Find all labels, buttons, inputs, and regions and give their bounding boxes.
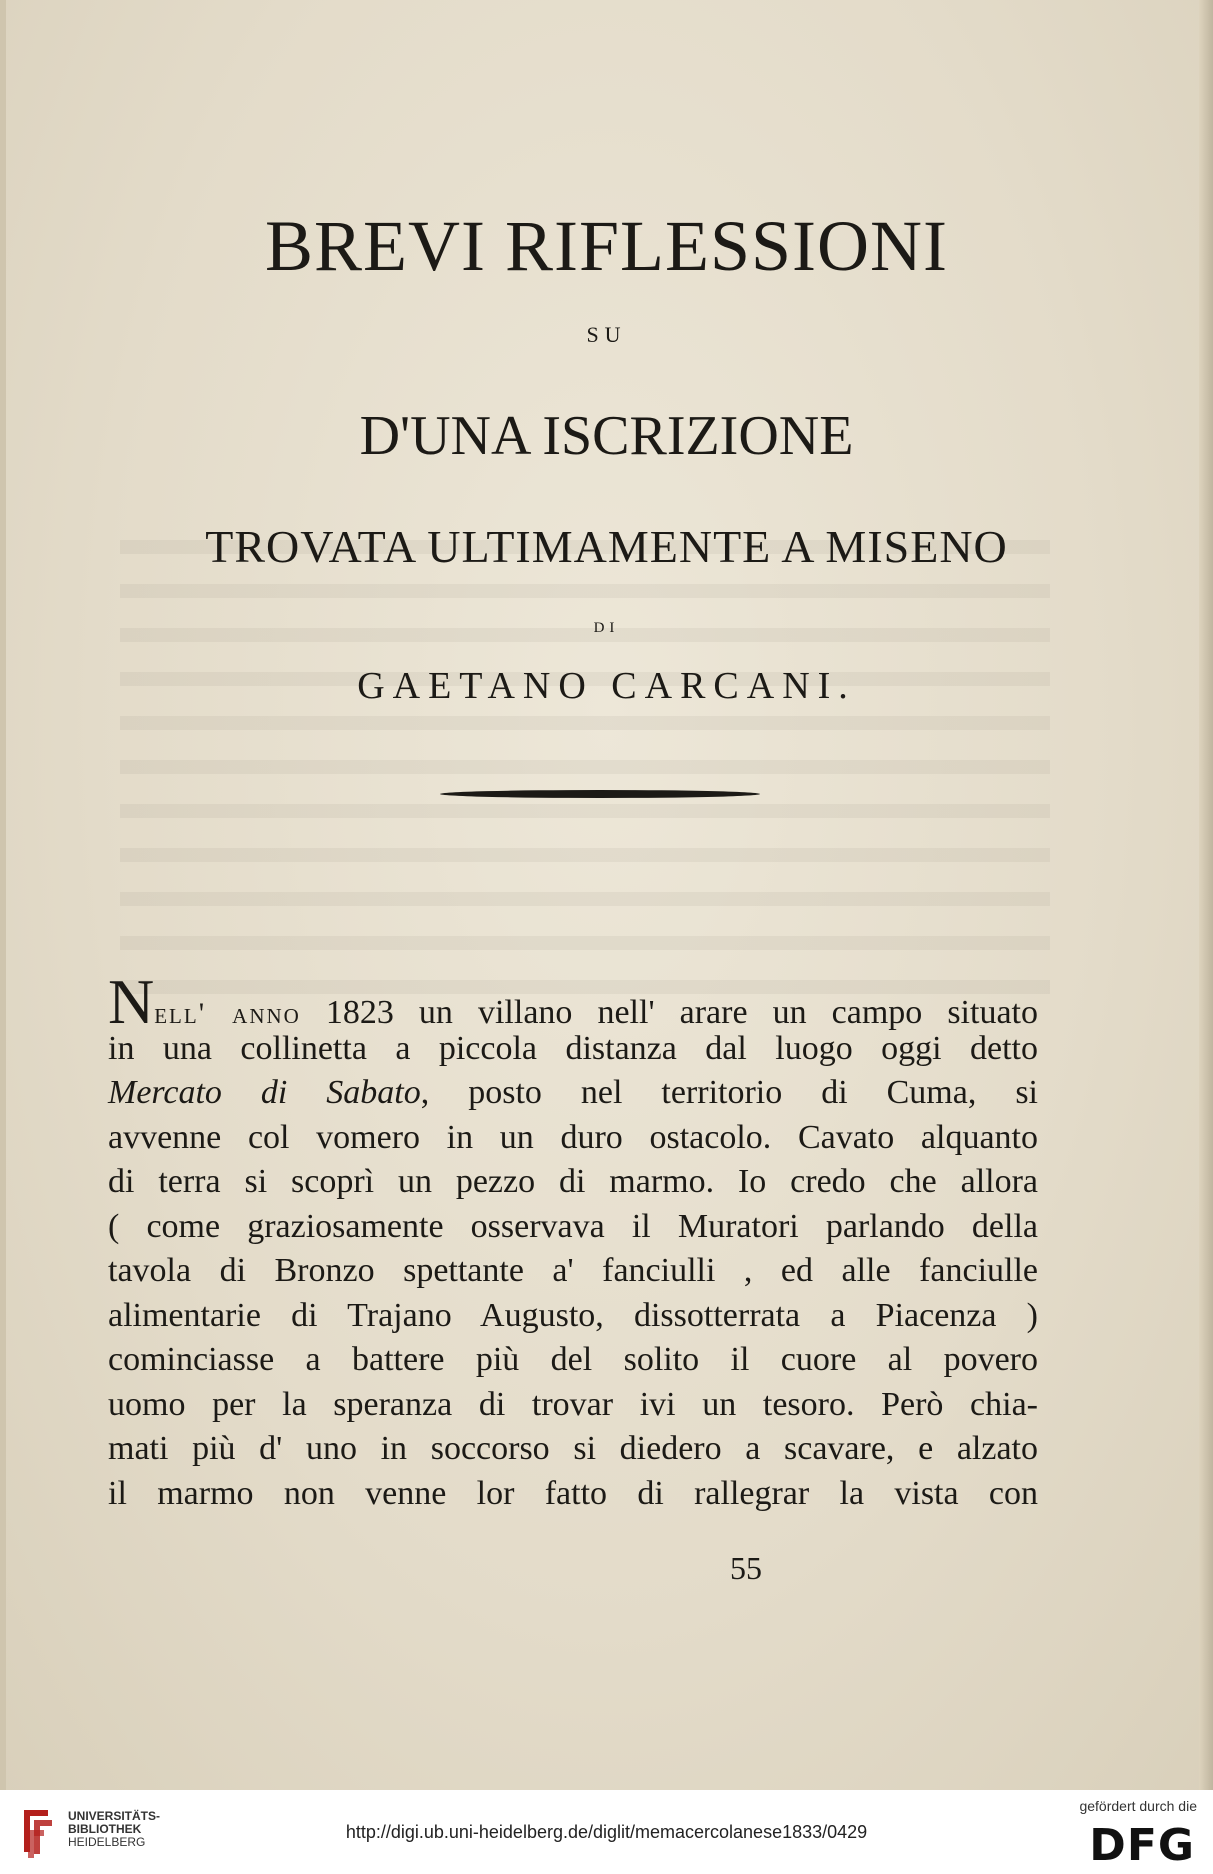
- subtitle: D'UNA ISCRIZIONE: [359, 405, 854, 467]
- library-name-line: BIBLIOTHEK: [68, 1822, 142, 1836]
- decorative-rule: [440, 790, 760, 798]
- body-line-text: 1823 un villano nell' arare un campo situato: [300, 994, 1038, 1031]
- permalink-url[interactable]: http://digi.ub.uni-heidelberg.de/diglit/memacercolanese1833/0429: [345, 1822, 868, 1842]
- byline-di: DI: [593, 620, 620, 636]
- library-name-line: UNIVERSITÄTS-: [68, 1809, 161, 1823]
- body-line: [108, 1071, 1038, 1116]
- show-through-texture: [120, 540, 1050, 1020]
- italic-place-name: Mercato di Sabato: [108, 1074, 421, 1111]
- small-caps-text: ell' anno: [154, 997, 301, 1030]
- title-connector-su: SU: [586, 322, 627, 347]
- body-line: uomo per la speranza di trovar ivi un tesoro. Però chia-: [108, 1385, 1038, 1423]
- body-line: di terra si scoprì un pezzo di marmo. Io credo che allora: [108, 1163, 1038, 1200]
- body-line: avvenne col vomero in un duro ostacolo. Cavato alquanto: [108, 1118, 1038, 1156]
- funded-by-label: gefördert durch die: [1079, 1798, 1197, 1814]
- body-line: mati più d' uno in soccorso si diedero a scavare, e alzato: [108, 1430, 1038, 1467]
- body-line: il marmo non venne lor fatto di rallegrar la vista con: [108, 1474, 1038, 1512]
- body-line: tavola di Bronzo spettante a' fanciulli , ed alle fanciulle: [108, 1252, 1038, 1289]
- body-text: [108, 966, 1038, 1516]
- page-number: 55: [730, 1550, 762, 1586]
- body-line: alimentarie di Trajano Augusto, dissotterrata a Piacenza ): [108, 1296, 1038, 1334]
- body-line: ( come graziosamente osservava il Muratori parlando della: [108, 1207, 1038, 1245]
- dfg-logo-icon: DFG: [1089, 1820, 1195, 1871]
- body-line: cominciasse a battere più del solito il cuore al povero: [108, 1341, 1038, 1378]
- subtitle-location: TROVATA ULTIMAMENTE A MISENO: [205, 521, 1008, 572]
- author-name: GAETANO CARCANI.: [357, 665, 856, 707]
- body-line: in una collinetta a piccola distanza dal luogo oggi detto: [108, 1029, 1038, 1067]
- drop-cap: N: [108, 966, 155, 1037]
- body-line-text: , posto nel territorio di Cuma, si: [420, 1074, 1038, 1111]
- body-line: [108, 966, 1038, 1037]
- page-title: BREVI RIFLESSIONI: [264, 206, 949, 286]
- library-name-line: HEIDELBERG: [68, 1835, 146, 1849]
- viewer-footer: [0, 1790, 1213, 1874]
